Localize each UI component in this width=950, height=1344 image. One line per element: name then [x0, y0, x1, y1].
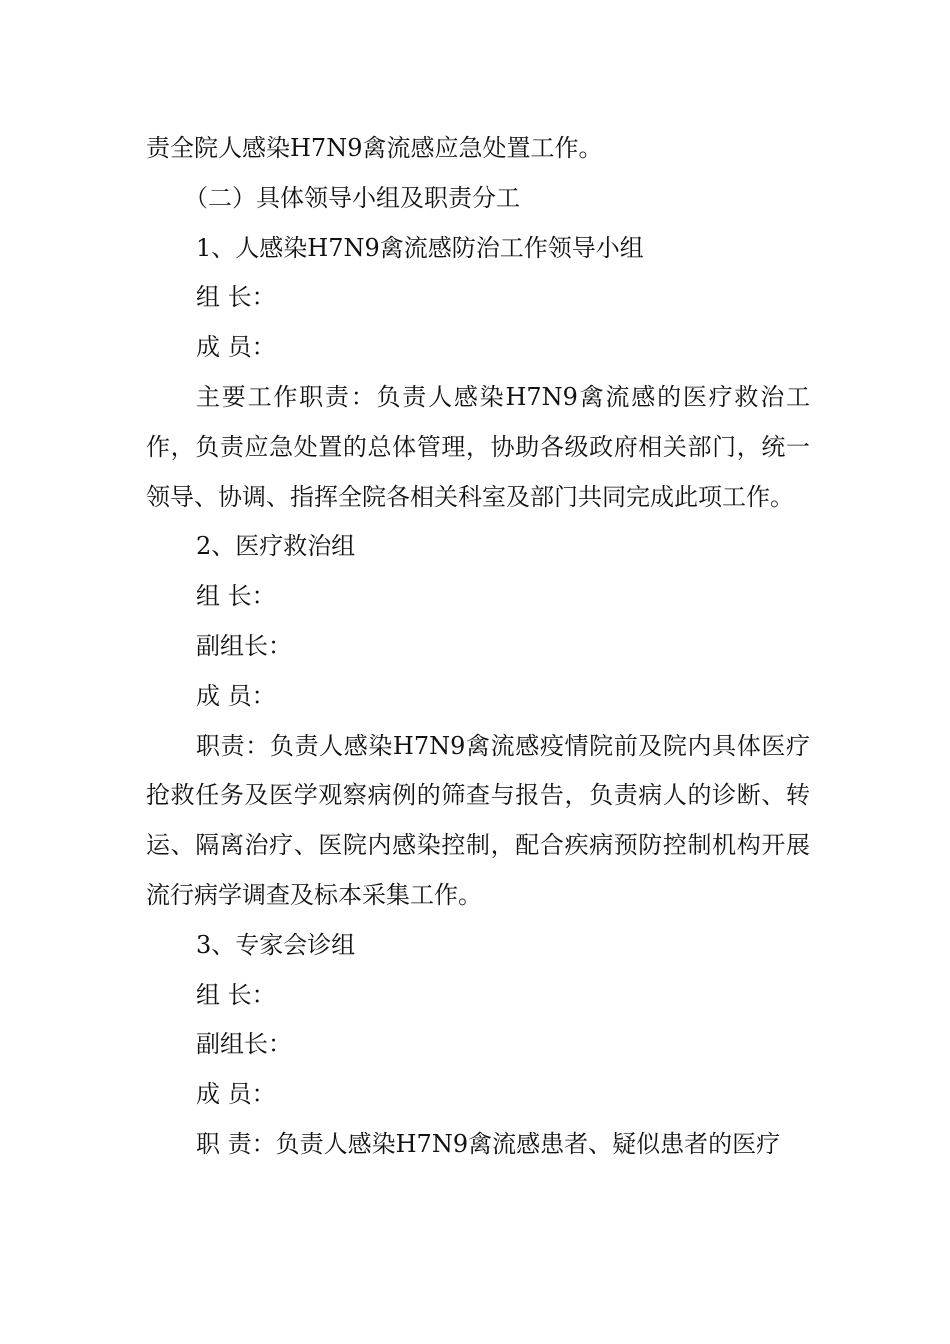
group-3-deputy: 副组长： — [196, 1030, 292, 1059]
group-title-3: 3、专家会诊组 — [196, 930, 356, 959]
section-heading: （二）具体领导小组及职责分工 — [184, 183, 520, 212]
group-2-deputy: 副组长： — [196, 631, 292, 660]
group-3-members: 成 员： — [196, 1080, 276, 1109]
group-2-leader: 组 长： — [196, 582, 276, 611]
group-title-1: 1、人感染H7N9禽流感防治工作领导小组 — [196, 233, 644, 262]
group-1-leader: 组 长： — [196, 283, 276, 312]
group-2-duty: 职责：负责人感染H7N9禽流感疫情院前及院内具体医疗抢救任务及医学观察病例的筛查与报告，负责病人的诊断、转运、隔离治疗、医院内感染控制，配合疾病预防控制机构开展流行病学调查及标本采集工作。 — [146, 731, 810, 909]
continued-text: 责全院人感染H7N9禽流感应急处置工作。 — [146, 134, 603, 162]
group-2-members: 成 员： — [196, 681, 276, 710]
group-3-duty: 职 责：负责人感染H7N9禽流感患者、疑似患者的医疗 — [196, 1129, 781, 1158]
group-1-duty: 主要工作职责：负责人感染H7N9禽流感的医疗救治工作，负责应急处置的总体管理，协助各级政府相关部门，统一领导、协调、指挥全院各相关科室及部门共同完成此项工作。 — [146, 382, 810, 511]
group-title-2: 2、医疗救治组 — [196, 532, 356, 561]
document-page — [146, 124, 810, 1170]
group-3-leader: 组 长： — [196, 980, 276, 1009]
group-1-members: 成 员： — [196, 333, 276, 362]
